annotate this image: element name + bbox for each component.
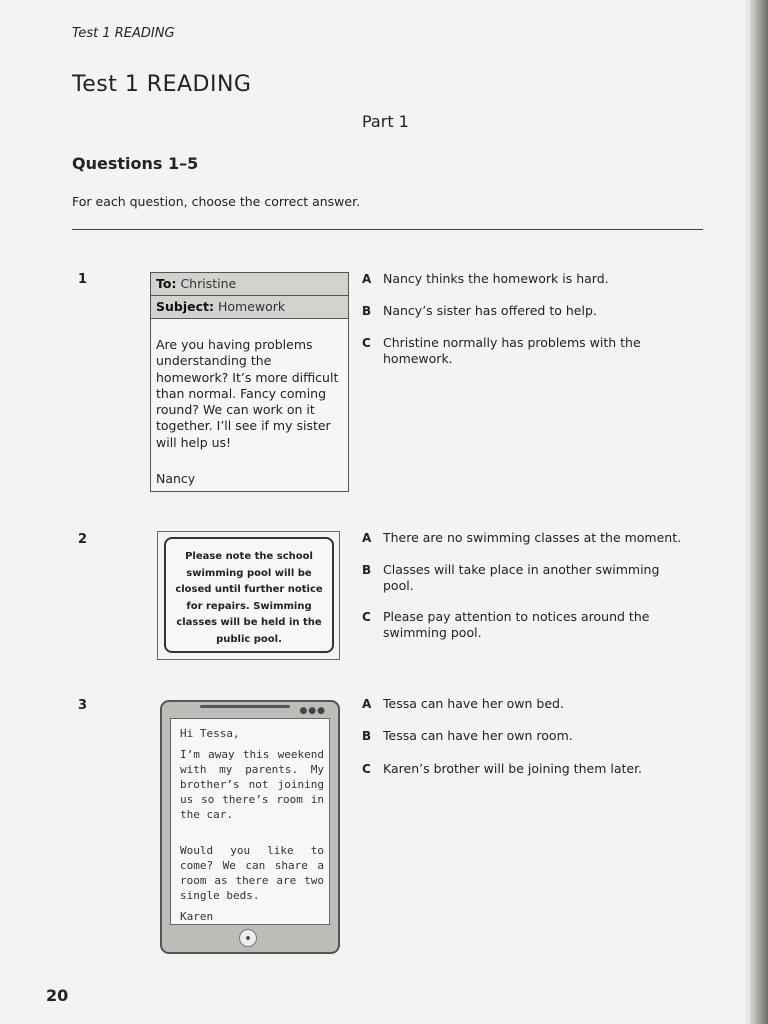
option-letter: B (362, 729, 372, 743)
option-letter: A (362, 531, 372, 545)
message-greeting: Hi Tessa, (180, 727, 240, 740)
instruction-text: For each question, choose the correct answer. (72, 194, 361, 209)
phone-screen (170, 718, 330, 925)
question-number: 1 (78, 272, 88, 287)
option-letter: B (362, 563, 372, 577)
option-text: Nancy thinks the homework is hard. (383, 271, 609, 286)
notice-text: Please note the school swimming pool will be closed until further notice for repairs. Swimming classes will be held in the public pool. (175, 551, 323, 645)
option-letter: C (362, 336, 371, 350)
email-subject-value: Homework (217, 299, 286, 314)
email-subject-label: Subject: (156, 299, 214, 314)
option-letter: C (362, 762, 371, 776)
message-paragraph: I’m away this weekend with my parents. My brother’s not joining us so there’s room in the car. (180, 748, 324, 821)
option-text: There are no swimming classes at the moment. (383, 530, 682, 545)
notice-frame (157, 531, 340, 660)
page-title: Test 1 READING (72, 72, 252, 97)
option-letter: B (362, 304, 372, 318)
email-subject-row (151, 296, 348, 319)
answer-option[interactable] (362, 696, 692, 712)
phone-speaker (200, 705, 290, 708)
option-text: Karen’s brother will be joining them later. (383, 761, 643, 776)
email-message (150, 272, 349, 492)
option-letter: A (362, 272, 372, 286)
answer-option[interactable] (362, 530, 692, 546)
answer-option[interactable] (362, 609, 692, 641)
running-header: Test 1 READING (72, 26, 175, 41)
email-to-value: Christine (180, 276, 237, 291)
message-paragraph: Would you like to come? We can share a room as there are two single beds. (180, 844, 324, 902)
answer-option[interactable] (362, 271, 692, 287)
answer-option[interactable] (362, 728, 692, 744)
book-spine-edge (750, 0, 768, 1024)
questions-heading: Questions 1–5 (72, 154, 199, 173)
message-signature: Karen (180, 910, 214, 923)
option-text: Tessa can have her own room. (383, 728, 573, 743)
option-text: Tessa can have her own bed. (383, 696, 564, 711)
answer-option[interactable] (362, 562, 692, 594)
page-number: 20 (46, 986, 69, 1005)
part-heading: Part 1 (362, 112, 409, 131)
email-to-label: To: (156, 276, 177, 291)
email-to-row (151, 273, 348, 296)
answer-option[interactable] (362, 303, 692, 319)
answer-option[interactable] (362, 761, 692, 777)
option-text: Nancy’s sister has offered to help. (383, 303, 597, 318)
email-body: Are you having problems understanding the homework? It’s more difficult than normal. Fancy coming round? We can work on it together. I’ll see if my sister will help us! (156, 337, 339, 450)
notice-sign (164, 537, 334, 653)
answer-option[interactable] (362, 335, 692, 367)
camera-dots-icon: ●●● (299, 706, 326, 716)
option-text: Classes will take place in another swimming pool. (383, 562, 660, 593)
question-number: 2 (78, 532, 88, 547)
option-letter: A (362, 697, 372, 711)
question-number: 3 (78, 698, 88, 713)
option-letter: C (362, 610, 371, 624)
option-text: Please pay attention to notices around the swimming pool. (383, 609, 650, 640)
phone-message (160, 700, 340, 954)
option-text: Christine normally has problems with the homework. (383, 335, 641, 366)
home-button-icon (239, 929, 257, 947)
divider-rule (72, 229, 703, 230)
email-signature: Nancy (156, 471, 196, 486)
